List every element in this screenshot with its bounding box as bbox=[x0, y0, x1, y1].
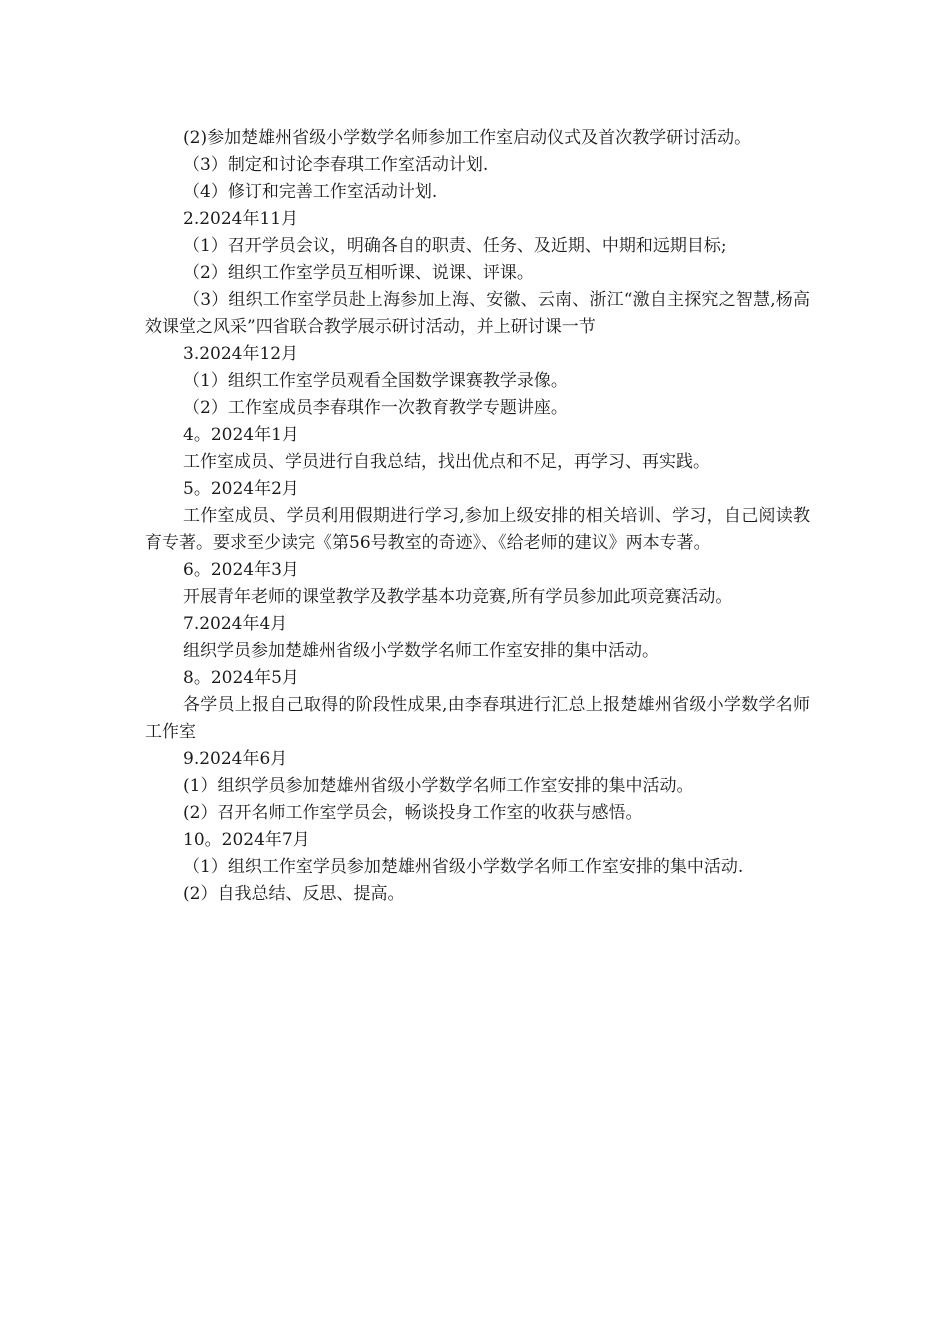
paragraph-jun-item-2: (2）召开名师工作室学员会，畅谈投身工作室的收获与感悟。 bbox=[183, 803, 643, 823]
paragraph-jul-item-2: (2）自我总结、反思、提高。 bbox=[183, 884, 405, 904]
paragraph-item-2-launch: (2)参加楚雄州省级小学数学名师参加工作室启动仪式及首次教学研讨活动。 bbox=[183, 128, 752, 148]
section-heading-jan: 4。2024年1月 bbox=[183, 425, 299, 445]
paragraph-item-4-revise: （4）修订和完善工作室活动计划. bbox=[183, 182, 438, 202]
paragraph-nov-item-3: （3）组织工作室学员赴上海参加上海、安徽、云南、浙江“激自主探究之智慧,杨高效课堂之风采”四省联合教学展示研讨活动，并上研讨课一节 bbox=[145, 290, 810, 337]
document-body bbox=[145, 125, 810, 908]
section-heading-dec: 3.2024年12月 bbox=[183, 344, 299, 364]
paragraph-nov-item-2: （2）组织工作室学员互相听课、说课、评课。 bbox=[183, 263, 534, 283]
section-heading-nov: 2.2024年11月 bbox=[183, 209, 299, 229]
section-heading-apr: 7.2024年4月 bbox=[183, 614, 288, 634]
section-heading-mar: 6。2024年3月 bbox=[183, 560, 299, 580]
section-heading-jul: 10。2024年7月 bbox=[183, 830, 310, 850]
paragraph-jul-item-1: （1）组织工作室学员参加楚雄州省级小学数学名师工作室安排的集中活动. bbox=[183, 857, 744, 877]
section-heading-may: 8。2024年5月 bbox=[183, 668, 299, 688]
section-heading-feb: 5。2024年2月 bbox=[183, 479, 299, 499]
paragraph-item-3-plan: （3）制定和讨论李春琪工作室活动计划. bbox=[183, 155, 489, 175]
paragraph-may: 各学员上报自己取得的阶段性成果,由李春琪进行汇总上报楚雄州省级小学数学名师工作室 bbox=[145, 695, 810, 742]
paragraph-jun-item-1: (1）组织学员参加楚雄州省级小学数学名师工作室安排的集中活动。 bbox=[183, 776, 694, 796]
paragraph-jan: 工作室成员、学员进行自我总结，找出优点和不足，再学习、再实践。 bbox=[183, 452, 710, 472]
paragraph-mar: 开展青年老师的课堂教学及教学基本功竞赛,所有学员参加此项竞赛活动。 bbox=[183, 587, 733, 607]
paragraph-nov-item-1: （1）召开学员会议，明确各自的职责、任务、及近期、中期和远期目标; bbox=[183, 236, 727, 256]
paragraph-apr: 组织学员参加楚雄州省级小学数学名师工作室安排的集中活动。 bbox=[183, 641, 659, 661]
paragraph-feb: 工作室成员、学员利用假期进行学习,参加上级安排的相关培训、学习，自己阅读教育专著。要求至少读完《第56号教室的奇迹》、《给老师的建议》两本专著。 bbox=[145, 506, 810, 553]
paragraph-dec-item-1: （1）组织工作室学员观看全国数学课赛教学录像。 bbox=[183, 371, 568, 391]
section-heading-jun: 9.2024年6月 bbox=[183, 749, 288, 769]
paragraph-dec-item-2: （2）工作室成员李春琪作一次教育教学专题讲座。 bbox=[183, 398, 568, 418]
